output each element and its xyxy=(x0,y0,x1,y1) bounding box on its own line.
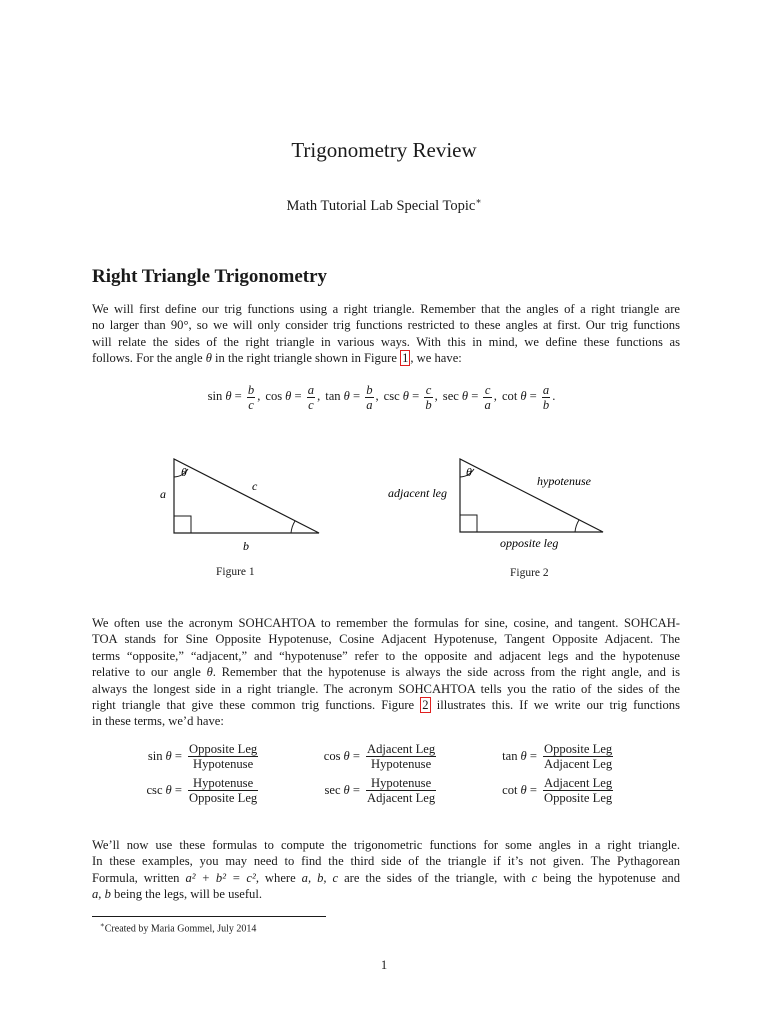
fig2-hypotenuse-label: hypotenuse xyxy=(537,474,591,488)
figure-1-caption: Figure 1 xyxy=(216,566,255,578)
def-tan: tan θ = $\frac{b}{a}$ , xyxy=(325,383,379,412)
def-sec: sec θ = $\frac{c}{a}$ , xyxy=(442,383,497,412)
table-cell-sin: sin θ = $\frac{\text{Opposite Leg}}{\text{Hypotenuse}}$ xyxy=(147,742,258,771)
fig1-side-a-label: a xyxy=(160,487,166,501)
fig2-theta-label: θ xyxy=(466,465,472,479)
fig2-opposite-label: opposite leg xyxy=(500,536,559,550)
table-cell-csc: csc θ = $\frac{\text{Hypotenuse}}{\text{Opposite Leg}}$ xyxy=(146,776,258,805)
intro-paragraph: We will first define our trig functions using a right triangle. Remember that the angles of a right triangle are no larger than 90°, so we will only consider trig functions restricted to these angles at first. Our trig functions will relate the sides of the right triangle in various ways. With this in mind, we define these functions as follows. For the angle θ in the right triangle shown in Figure 1 , we have: xyxy=(92,302,680,366)
figure-2-caption: Figure 2 xyxy=(510,567,549,579)
subtitle-footnote-mark: ∗ xyxy=(475,196,482,206)
page-subtitle: Math Tutorial Lab Special Topic∗ xyxy=(286,196,482,214)
pythagorean-paragraph: We’ll now use these formulas to compute the trigonometric functions for some angles in a right triangle. In these examples, you may need to find the third side of the triangle if it’s not given. The Pythagorean Formula, written a² + b² = c², where a, b, c are the sides of the triangle, with c being the hypotenuse and a, b being the legs, will be useful. xyxy=(92,838,681,902)
table-cell-tan: tan θ = $\frac{\text{Opposite Leg}}{\text{Adjacent Leg}}$ xyxy=(502,742,613,771)
def-cot: cot θ = $\frac{a}{b}$ . xyxy=(501,383,556,412)
def-sin: sin θ = $\frac{b}{c}$ , xyxy=(207,383,261,412)
page-number: 1 xyxy=(380,958,388,972)
def-cos: cos θ = $\frac{a}{c}$ , xyxy=(265,383,321,412)
fig1-theta-label: θ xyxy=(181,465,187,479)
figure-1-link[interactable]: 1 xyxy=(402,351,409,366)
fig2-adjacent-label: adjacent leg xyxy=(388,486,447,500)
page-title: Trigonometry Review xyxy=(291,138,477,162)
def-csc: csc θ = $\frac{c}{b}$ , xyxy=(383,383,438,412)
footnote-rule xyxy=(92,916,326,917)
fig1-side-b-label: b xyxy=(243,539,249,553)
table-cell-cos: cos θ = $\frac{\text{Adjacent Leg}}{\text{Hypotenuse}}$ xyxy=(323,742,436,771)
footnote: ∗Created by Maria Gommel, July 2014 xyxy=(100,921,257,935)
sohcahtoa-paragraph: We often use the acronym SOHCAHTOA to remember the formulas for sine, cosine, and tangent. SOHCAH- TOA stands for Sine Opposite Hypotenuse, Cosine Adjacent Hypotenuse, Tangent Opposite Adjacent. The terms “opposite,” “adjacent,” and “hypotenuse” refer to the opposite and adjacent legs and the hypotenuse relative to our angle θ. Remember that the hypotenuse is always the side across from the right angle, and is always the longest side in a right triangle. The acronym SOHCAHTOA tells you the ratio of the sides of the right triangle that give these common trig functions. Figure 2 illustrates this. If we write our trig functions in these terms, we’d have: xyxy=(92,616,681,729)
section-heading: Right Triangle Trigonometry xyxy=(92,266,328,287)
figure-1-triangle xyxy=(150,455,340,555)
figure-2-link[interactable]: 2 xyxy=(422,697,429,712)
figure-2-triangle xyxy=(384,455,624,555)
trig-definitions-formula xyxy=(0,383,768,412)
table-cell-sec: sec θ = $\frac{\text{Hypotenuse}}{\text{Adjacent Leg}}$ xyxy=(324,776,436,805)
fig1-side-c-label: c xyxy=(252,479,258,493)
table-cell-cot: cot θ = $\frac{\text{Adjacent Leg}}{\text{Opposite Leg}}$ xyxy=(502,776,613,805)
